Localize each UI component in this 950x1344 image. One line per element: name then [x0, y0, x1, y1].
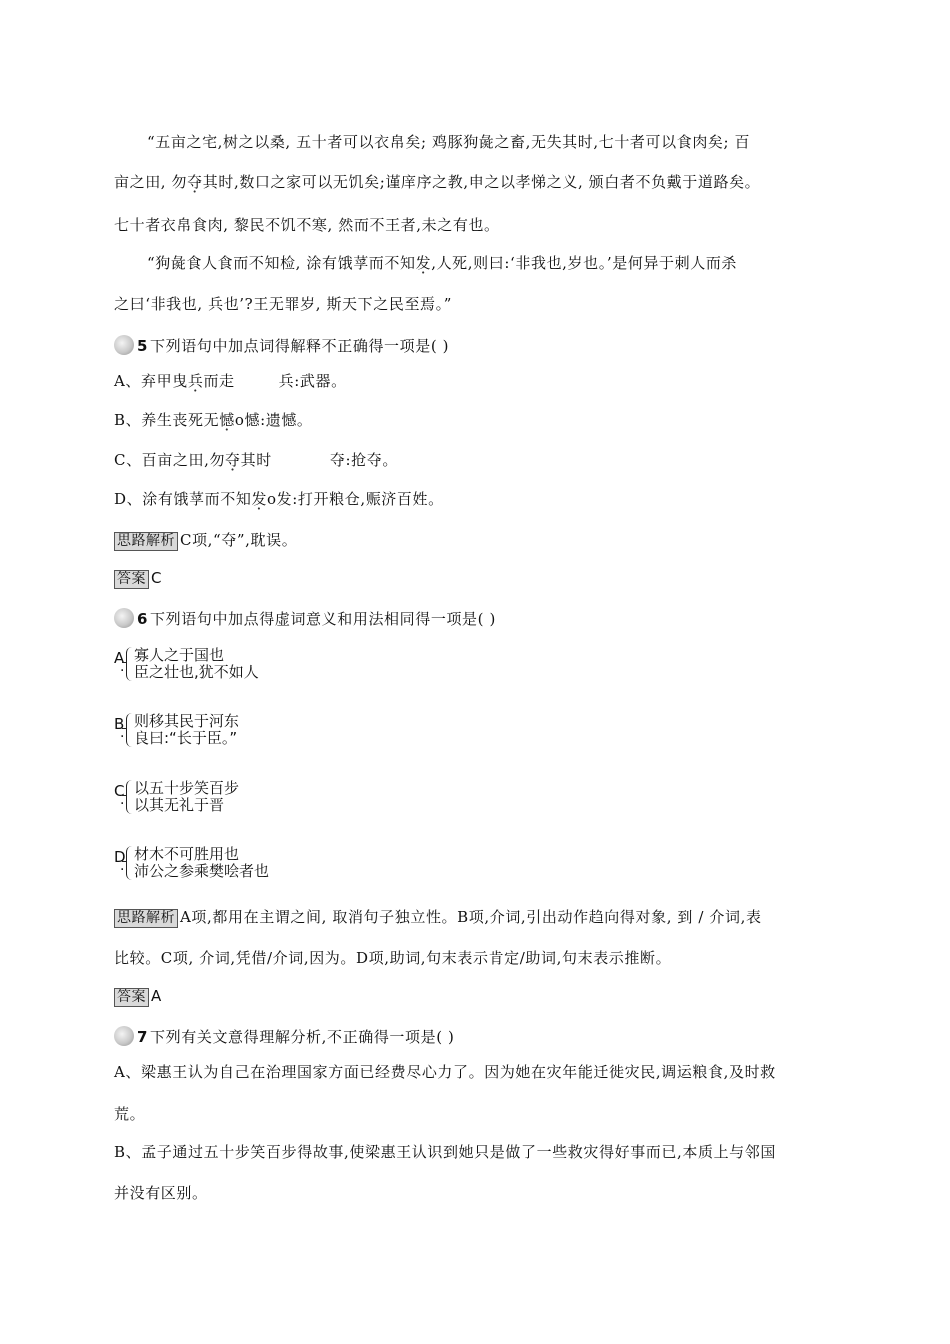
dot-icon: · [120, 729, 125, 745]
question-number: 7 [137, 1028, 149, 1046]
option-a: A、梁惠王认为自己在治理国家方面已经费尽心力了。因为她在灾年能迁徙灾民,调运粮食,及时救 [114, 1063, 776, 1081]
option-line-1: 以五十步笑百步 [134, 779, 240, 797]
option-note: o发:打开粮仓,赈济百姓。 [267, 490, 444, 508]
brace-icon [126, 780, 133, 814]
text-span: 而走 [203, 372, 235, 390]
question-text: 下列语句中加点得虚词意义和用法相同得一项是( ) [150, 610, 496, 628]
answer-value: C [151, 569, 163, 587]
dotted-char: 发 [415, 254, 432, 272]
text-span: 其时 [240, 451, 272, 469]
option-note: 夺:抢夺。 [329, 451, 398, 469]
answer-tag: 答案 [114, 988, 149, 1007]
answer-tag: 答案 [114, 570, 149, 589]
text-span: “狗彘食人食而不知检, 涂有饿莩而不知 [147, 254, 416, 272]
dotted-char: 夺 [187, 173, 203, 191]
analysis-tag: 思路解析 [114, 532, 178, 551]
question-text: 下列有关文意得理解分析,不正确得一项是( ) [150, 1028, 455, 1046]
passage-line: 七十者衣帛食肉, 黎民不饥不寒, 然而不王者,未之有也。 [114, 216, 500, 234]
option-line-2: 沛公之参乘樊哙者也 [134, 862, 270, 880]
answer-value: A [151, 987, 162, 1005]
passage-line: 之曰‘非我也, 兵也’?王无罪岁, 斯天下之民至焉。” [114, 295, 453, 313]
dotted-char: 憾 [219, 411, 235, 429]
text-span: B、养生丧死无 [114, 411, 220, 429]
brace-icon [126, 713, 133, 747]
q6-answer [114, 986, 162, 1007]
q6-analysis [114, 907, 762, 928]
question-6-stem [114, 609, 496, 629]
passage-line: “五亩之宅,树之以桑, 五十者可以衣帛矣; 鸡豚狗彘之畜,无失其时,七十者可以食肉矣; 百 [147, 133, 751, 151]
option-a-cont: 荒。 [114, 1105, 146, 1123]
dot-icon: · [120, 862, 125, 878]
option-b-cont: 并没有区别。 [114, 1184, 208, 1202]
text-span: A、弃甲曳 [114, 372, 188, 390]
dotted-char: 夺 [225, 451, 241, 469]
brace-icon [126, 846, 133, 880]
dotted-char: 发 [251, 490, 268, 508]
option-note: 兵:武器。 [278, 372, 347, 390]
option-letter: C [114, 782, 125, 800]
text-span: C、百亩之田,勿 [114, 451, 226, 469]
option-a [114, 371, 347, 391]
brace-icon [126, 647, 133, 681]
option-letter: B [114, 715, 125, 733]
option-letter: D [114, 848, 126, 866]
option-c [114, 450, 398, 470]
passage-line [147, 253, 737, 273]
analysis-text: A项,都用在主谓之间, 取消句子独立性。B项,介词,引出动作趋向得对象, 到 / 介词,表 [180, 908, 762, 926]
question-bullet-icon [114, 1026, 134, 1046]
option-line-2: 良曰:“长于臣。” [134, 729, 238, 747]
question-bullet-icon [114, 608, 134, 628]
option-line-2: 臣之壮也,犹不如人 [134, 663, 259, 681]
text-span: 亩之田, 勿 [114, 173, 188, 191]
question-number: 5 [137, 337, 149, 355]
option-d [114, 489, 444, 509]
q5-analysis [114, 530, 297, 551]
option-note: o憾:遗憾。 [234, 411, 313, 429]
text-span: ,人死,则曰:‘非我也,岁也。’是何异于刺人而杀 [431, 254, 738, 272]
q6-analysis-cont: 比较。C项, 介词,凭借/介词,因为。D项,助词,句末表示肯定/助词,句末表示推断。 [114, 949, 672, 967]
option-line-1: 寡人之于国也 [134, 646, 225, 664]
question-bullet-icon [114, 335, 134, 355]
option-b [114, 410, 313, 430]
dotted-char: 兵 [187, 372, 204, 390]
option-line-1: 材木不可胜用也 [134, 845, 240, 863]
analysis-text: C项,“夺”,耽误。 [180, 531, 298, 549]
option-letter: A [114, 649, 125, 667]
dot-icon: · [120, 663, 125, 679]
question-number: 6 [137, 610, 149, 628]
option-line-2: 以其无礼于晋 [134, 796, 225, 814]
dot-icon: · [120, 796, 125, 812]
question-7-stem [114, 1027, 455, 1047]
text-span: D、涂有饿莩而不知 [114, 490, 252, 508]
text-span: 其时,数口之家可以无饥矣;谨庠序之教,申之以孝悌之义, 颁白者不负戴于道路矣。 [202, 173, 761, 191]
question-5-stem [114, 336, 449, 356]
option-b: B、孟子通过五十步笑百步得故事,使梁惠王认识到她只是做了一些救灾得好事而已,本质上与邻国 [114, 1143, 776, 1161]
q5-answer [114, 568, 162, 589]
question-text: 下列语句中加点词得解释不正确得一项是( ) [150, 337, 450, 355]
option-line-1: 则移其民于河东 [134, 712, 240, 730]
analysis-tag: 思路解析 [114, 909, 178, 928]
passage-line [114, 172, 760, 192]
